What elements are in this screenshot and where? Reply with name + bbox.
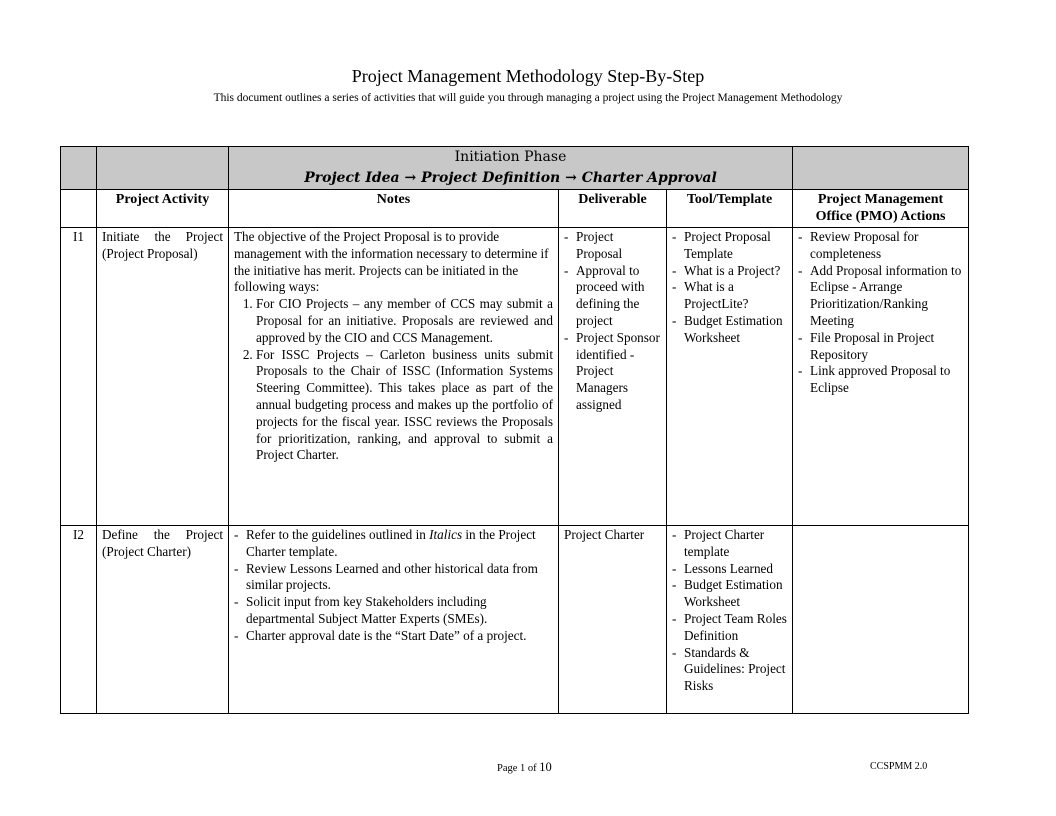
list-item: - Add Proposal information to Eclipse - Arrange Prioritization/Ranking Meeting [798, 263, 963, 330]
list-item: - Budget Estimation Worksheet [672, 577, 787, 611]
row-notes [229, 526, 559, 714]
list-item: - Approval to proceed with defining the project [564, 263, 661, 330]
row-pmo [793, 526, 969, 714]
row-activity: Define the Project (Project Charter) [97, 526, 229, 714]
document-code: CCSPMM 2.0 [870, 761, 928, 772]
phase-step-approval: Charter Approval [581, 170, 717, 186]
list-item: - Budget Estimation Worksheet [672, 313, 787, 347]
methodology-table [60, 146, 969, 714]
phase-step-idea: Project Idea [304, 170, 400, 186]
row-tool [667, 228, 793, 526]
list-item: - Project Proposal [564, 229, 661, 263]
list-item: - Refer to the guidelines outlined in Italics in the Project Charter template. [234, 527, 553, 561]
list-item: - Link approved Proposal to Eclipse [798, 363, 963, 397]
table-row [61, 228, 969, 526]
row-activity: Initiate the Project (Project Proposal) [97, 228, 229, 526]
list-item: - Project Team Roles Definition [672, 611, 787, 645]
list-item: - Project Sponsor identified - Project Managers assigned [564, 330, 661, 414]
list-item: - Review Proposal for completeness [798, 229, 963, 263]
phase-steps [229, 168, 792, 189]
list-item: - Project Charter template [672, 527, 787, 561]
list-item: - Charter approval date is the “Start Date” of a project. [234, 628, 553, 645]
row-deliverable: Project Charter [559, 526, 667, 714]
column-header-row [61, 190, 969, 228]
page-number: Page 1 of 10 [497, 760, 552, 774]
list-item: - What is a ProjectLite? [672, 279, 787, 313]
phase-header-row [61, 147, 969, 190]
row-notes [229, 228, 559, 526]
row-id: I2 [61, 526, 97, 714]
notes-list [234, 296, 553, 464]
phase-name: Initiation Phase [454, 149, 567, 165]
col-header-pmo: Project Management Office (PMO) Actions [793, 190, 969, 228]
list-item: 2. For ISSC Projects – Carleton business units submit Proposals to the Chair of ISSC (Information Systems Steering Committee). This takes place as part of the annual budgeting process and makes up the portfolio of projects for the fiscal year. ISSC reviews the Proposals for prioritization, ranking, and approval to submit a Project Charter. [256, 347, 553, 465]
col-header-deliverable: Deliverable [559, 190, 667, 228]
document-subtitle: This document outlines a series of activities that will guide you through managing a project using the Project Management Methodology [213, 92, 843, 104]
list-item: - Lessons Learned [672, 561, 787, 578]
list-item: - Project Proposal Template [672, 229, 787, 263]
row-id: I1 [61, 228, 97, 526]
row-deliverable [559, 228, 667, 526]
phase-step-definition: Project Definition [421, 170, 561, 186]
col-header-tool: Tool/Template [667, 190, 793, 228]
list-item: 1. For CIO Projects – any member of CCS may submit a Proposal for an initiative. Proposals are reviewed and approved by the CIO and CCS Management. [256, 296, 553, 346]
row-tool [667, 526, 793, 714]
list-item: - Solicit input from key Stakeholders including departmental Subject Matter Experts (SMEs). [234, 594, 553, 628]
notes-intro: The objective of the Project Proposal is to provide management with the information necessary to determine if the initiative has merit. Projects can be initiated in the following ways: [234, 229, 549, 295]
arrow-right-icon: → [404, 170, 417, 186]
list-item: - File Proposal in Project Repository [798, 330, 963, 364]
document-title: Project Management Methodology Step-By-Step [351, 66, 705, 86]
list-item: - Standards & Guidelines: Project Risks [672, 645, 787, 695]
list-item: - Review Lessons Learned and other historical data from similar projects. [234, 561, 553, 595]
table-row [61, 526, 969, 714]
col-header-activity: Project Activity [97, 190, 229, 228]
phase-header [229, 147, 793, 190]
row-pmo [793, 228, 969, 526]
arrow-right-icon: → [565, 170, 577, 186]
col-header-notes: Notes [229, 190, 559, 228]
list-item: - What is a Project? [672, 263, 787, 280]
